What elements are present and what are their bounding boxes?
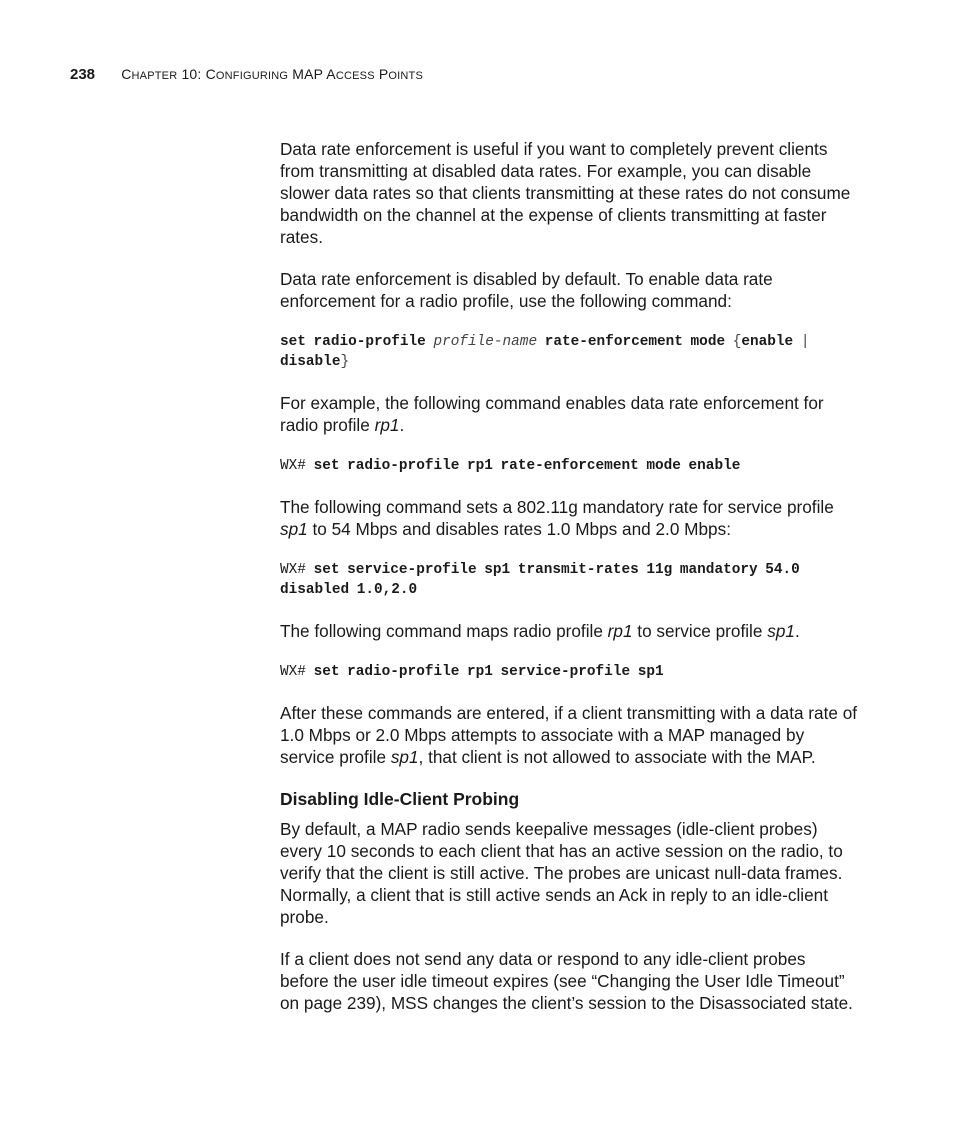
command-example-3 [280,662,858,682]
chapter-title: CHAPTER 10: CONFIGURING MAP ACCESS POINTS [121,66,424,82]
command-option: disable [280,354,341,370]
command-pipe: | [800,334,810,350]
text-run-italic: rp1 [607,621,633,641]
command-keyword: set radio-profile [280,334,426,350]
command-brace: } [340,354,350,370]
text-run-italic: sp1 [280,519,308,539]
command-option: enable [741,334,794,350]
paragraph-rate-enforcement-intro: Data rate enforcement is useful if you want to completely prevent clients from transmitting at disabled data rates. For example, you can disable slower data rates so that clients transmitting at these rates do not consume bandwidth on the channel at the expense of clients transmitting at faster rates. [280,139,851,247]
command-prompt: WX# [280,664,306,680]
command-prompt: WX# [280,562,306,578]
paragraph-idle-probe-intro: By default, a MAP radio sends keepalive messages (idle-client probes) every 10 seconds to each client that has an active session on the radio, to verify that the client is still active. The probes are unicast null-data frames. Normally, a client that is still active sends an Ack in reply to an idle-client probe. [280,819,843,927]
paragraph-example-enable [280,392,858,436]
command-text: set service-profile sp1 transmit-rates 11g mandatory 54.0 disabled 1.0,2.0 [280,562,800,598]
command-brace: { [732,334,742,350]
command-example-1 [280,456,858,476]
main-content [280,138,858,1034]
command-text: set radio-profile rp1 service-profile sp1 [313,664,664,680]
text-run: After these commands are entered, if a client transmitting with a data rate of 1.0 Mbps or 2.0 Mbps attempts to associate with a MAP managed by service profile [280,703,858,767]
text-run: . [399,415,405,435]
paragraph-example-mandatory-rate [280,496,858,540]
text-run: . [794,621,800,641]
paragraph-rate-enforcement-default: Data rate enforcement is disabled by default. To enable data rate enforcement for a radio profile, use the following command: [280,269,773,311]
text-run: , that client is not allowed to associate with the MAP. [418,747,816,767]
command-parameter: profile-name [433,334,538,350]
command-example-2 [280,560,858,600]
command-keyword: rate-enforcement mode [544,334,726,350]
text-run-italic: sp1 [767,621,795,641]
text-run: to 54 Mbps and disables rates 1.0 Mbps and 2.0 Mbps: [307,519,731,539]
page-number: 238 [70,66,96,83]
text-run: For example, the following command enables data rate enforcement for radio profile [280,393,824,435]
command-syntax [280,332,858,372]
paragraph-result [280,702,858,768]
text-run: to service profile [632,621,768,641]
text-run: The following command maps radio profile [280,621,608,641]
command-text: set radio-profile rp1 rate-enforcement mode enable [313,458,741,474]
text-run: The following command sets a 802.11g mandatory rate for service profile [280,497,834,517]
command-prompt: WX# [280,458,306,474]
running-header [70,66,423,83]
text-run-italic: rp1 [374,415,400,435]
paragraph-idle-timeout: If a client does not send any data or respond to any idle-client probes before the user idle timeout expires (see “Changing the User Idle Timeout” on page 239), MSS changes the client’s session to the Disassociated state. [280,949,853,1013]
text-run-italic: sp1 [390,747,419,767]
section-heading: Disabling Idle-Client Probing [280,789,520,809]
paragraph-example-map-profile [280,620,858,642]
